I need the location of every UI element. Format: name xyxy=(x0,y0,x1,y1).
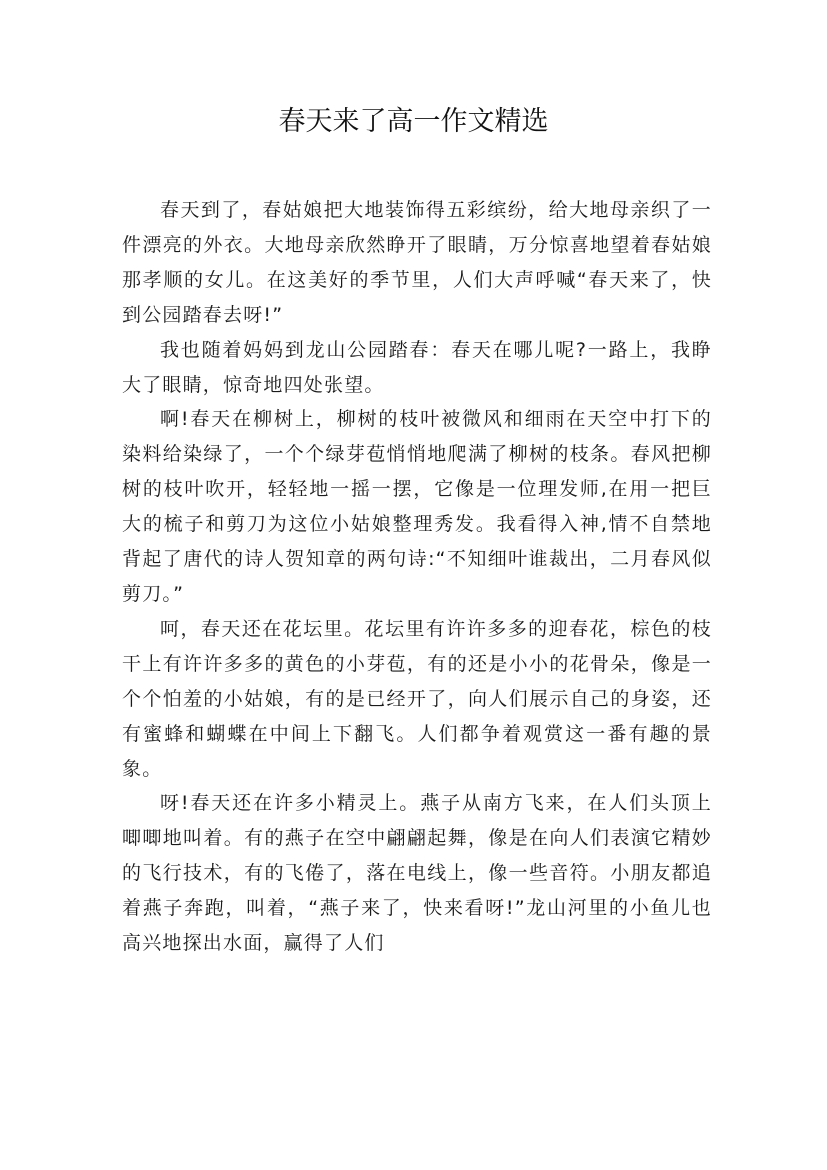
paragraph-3: 啊!春天在柳树上，柳树的枝叶被微风和细雨在天空中打下的染料给染绿了，一个个绿芽苞悄悄地爬满了柳树的枝条。春风把柳树的枝叶吹开，轻轻地一摇一摆，它像是一位理发师,在用一把巨大的梳子和剪刀为这位小姑娘整理秀发。我看得入神,情不自禁地背起了唐代的诗人贺知章的两句诗:“不知细叶谁裁出，二月春风似剪刀。” xyxy=(122,408,712,605)
paragraph-5: 呀!春天还在许多小精灵上。燕子从南方飞来，在人们头顶上唧唧地叫着。有的燕子在空中翩翩起舞，像是在向人们表演它精妙的飞行技术，有的飞倦了，落在电线上，像一些音符。小朋友都追着燕子奔跑，叫着，“燕子来了，快来看呀!”龙山河里的小鱼儿也高兴地探出水面，赢得了人们 xyxy=(122,792,712,955)
document-title: 春天来了高一作文精选 xyxy=(278,106,549,137)
paragraph-2: 我也随着妈妈到龙山公园踏春：春天在哪儿呢?一路上，我睁大了眼睛，惊奇地四处张望。 xyxy=(122,338,712,396)
document-body xyxy=(122,193,712,961)
paragraph-1: 春天到了，春姑娘把大地装饰得五彩缤纷，给大地母亲织了一件漂亮的外衣。大地母亲欣然睁开了眼睛，万分惊喜地望着春姑娘那孝顺的女儿。在这美好的季节里，人们大声呼喊“春天来了，快到公园踏春去呀!” xyxy=(122,199,712,326)
paragraph-4: 呵，春天还在花坛里。花坛里有许许多多的迎春花，棕色的枝干上有许许多多的黄色的小芽苞，有的还是小小的花骨朵，像是一个个怕羞的小姑娘，有的是已经开了，向人们展示自己的身姿，还有蜜蜂和蝴蝶在中间上下翻飞。人们都争着观赏这一番有趣的景象。 xyxy=(122,617,712,780)
